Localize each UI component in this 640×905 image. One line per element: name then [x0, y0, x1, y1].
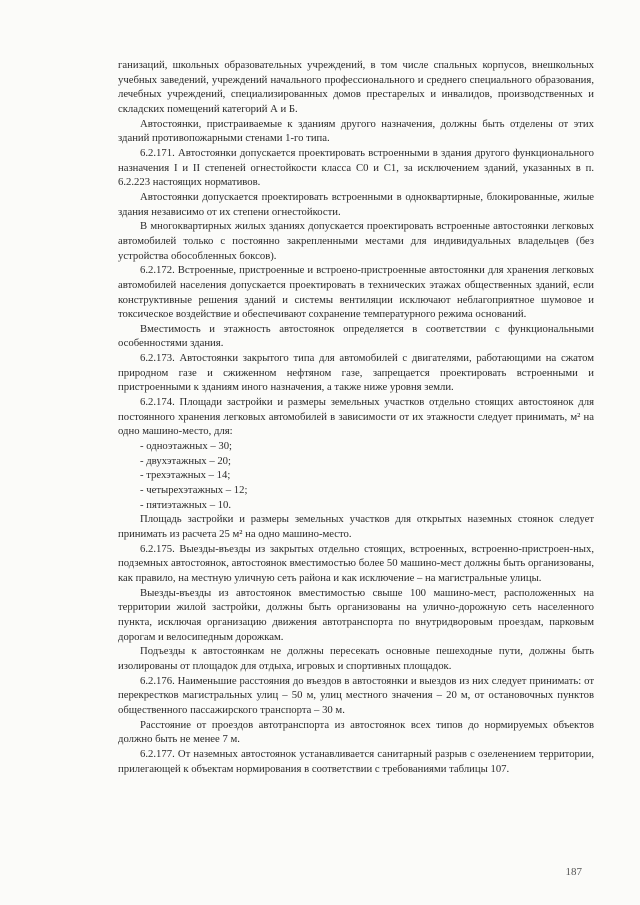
- list-item: - четырехэтажных – 12;: [140, 484, 248, 497]
- paragraph: 6.2.174. Площади застройки и размеры земельных участков отдельно стоящих автостоянок для постоянного хранения легковых автомобилей в зависимости от их этажности следует принимать, м² на одно машино-место, для:: [118, 396, 594, 438]
- paragraph: Вместимость и этажность автостоянок определяется в соответствии с функциональными особенностями здания.: [118, 322, 594, 350]
- paragraph: ганизаций, школьных образовательных учреждений, в том числе спальных корпусов, внешкольных учебных заведений, учреждений начального профессионального и среднего специального образования, лечебных учреждений, специализированных домов престарелых и инвалидов, производственных и складских помещений категорий А и Б.: [118, 59, 594, 115]
- body-text: [118, 58, 594, 776]
- paragraph: Подъезды к автостоянкам не должны пересекать основные пешеходные пути, должны быть изолированы от площадок для отдыха, игровых и спортивных площадок.: [118, 645, 594, 672]
- paragraph-group-1: [118, 58, 594, 439]
- paragraph: 6.2.173. Автостоянки закрытого типа для автомобилей с двигателями, работающими на сжатом природном газе и сжиженном нефтяном газе, запрещается проектировать встроенными и пристроенными к зданиям иного назначения, а также ниже уровня земли.: [118, 352, 594, 394]
- paragraph: 6.2.177. От наземных автостоянок устанавливается санитарный разрыв с озеленением территории, прилегающей к объектам нормирования в соответствии с требованиями таблицы 107.: [118, 747, 594, 775]
- paragraph: Расстояние от проездов автотранспорта из автостоянок всех типов до нормируемых объектов должно быть не менее 7 м.: [118, 718, 594, 746]
- paragraph: Автостоянки допускается проектировать встроенными в одноквартирные, блокированные, жилые здания независимо от их степени огнестойкости.: [118, 190, 594, 218]
- storey-list: [118, 439, 594, 512]
- paragraph: Автостоянки, пристраиваемые к зданиям другого назначения, должны быть отделены от этих зданий противопожарными стенами 1-го типа.: [118, 117, 594, 145]
- paragraph: В многоквартирных жилых зданиях допускается проектировать встроенные автостоянки легковых автомобилей только с постоянно закрепленными местами для индивидуальных владельцев (без устройства обособленных боксов).: [118, 220, 594, 262]
- paragraph-group-2: [118, 512, 594, 776]
- paragraph: 6.2.172. Встроенные, пристроенные и встроено-пристроенные автостоянки для хранения легковых автомобилей населения допускается проектировать в технических этажах общественных зданий, если конструктивные решения зданий и системы вентиляции исключают неблагоприятное шумовое и токсическое воздействие и обеспечивают сохранение температурного режима оснований.: [118, 264, 594, 321]
- paragraph: 6.2.175. Выезды-въезды из закрытых отдельно стоящих, встроенных, встроенно-пристроен-ных, подземных автостоянок, автостоянок вместимостью более 50 машино-мест должны быть организованы, как правило, на местную уличную сеть района и как исключение – на магистральные улицы.: [118, 542, 594, 584]
- list-item: - двухэтажных – 20;: [140, 454, 231, 467]
- paragraph: Выезды-въезды из автостоянок вместимостью свыше 100 машино-мест, расположенных на территории жилой застройки, должны быть организованы на улично-дорожную сеть населенного пункта, исключая организацию движения автотранспорта по внутридворовым проездам, парковым дорогам и велосипедным дорожкам.: [118, 586, 594, 643]
- paragraph: 6.2.176. Наименьшие расстояния до въездов в автостоянки и выездов из них следует принимать: от перекрестков магистральных улиц – 50 м, улиц местного значения – 20 м, от остановочных пунктов общественного пассажирского транспорта – 30 м.: [118, 674, 594, 716]
- list-item: - трехэтажных – 14;: [140, 469, 231, 482]
- page-number: 187: [565, 866, 582, 878]
- paragraph: Площадь застройки и размеры земельных участков для открытых наземных стоянок следует принимать из расчета 25 м² на одно машино-место.: [118, 513, 594, 540]
- paragraph: 6.2.171. Автостоянки допускается проектировать встроенными в здания другого функционального назначения I и II степеней огнестойкости класса С0 и С1, за исключением зданий, указанных в п. 6.2.223 настоящих нормативов.: [118, 146, 594, 189]
- list-item: - пятиэтажных – 10.: [140, 498, 232, 511]
- list-item: - одноэтажных – 30;: [140, 440, 233, 453]
